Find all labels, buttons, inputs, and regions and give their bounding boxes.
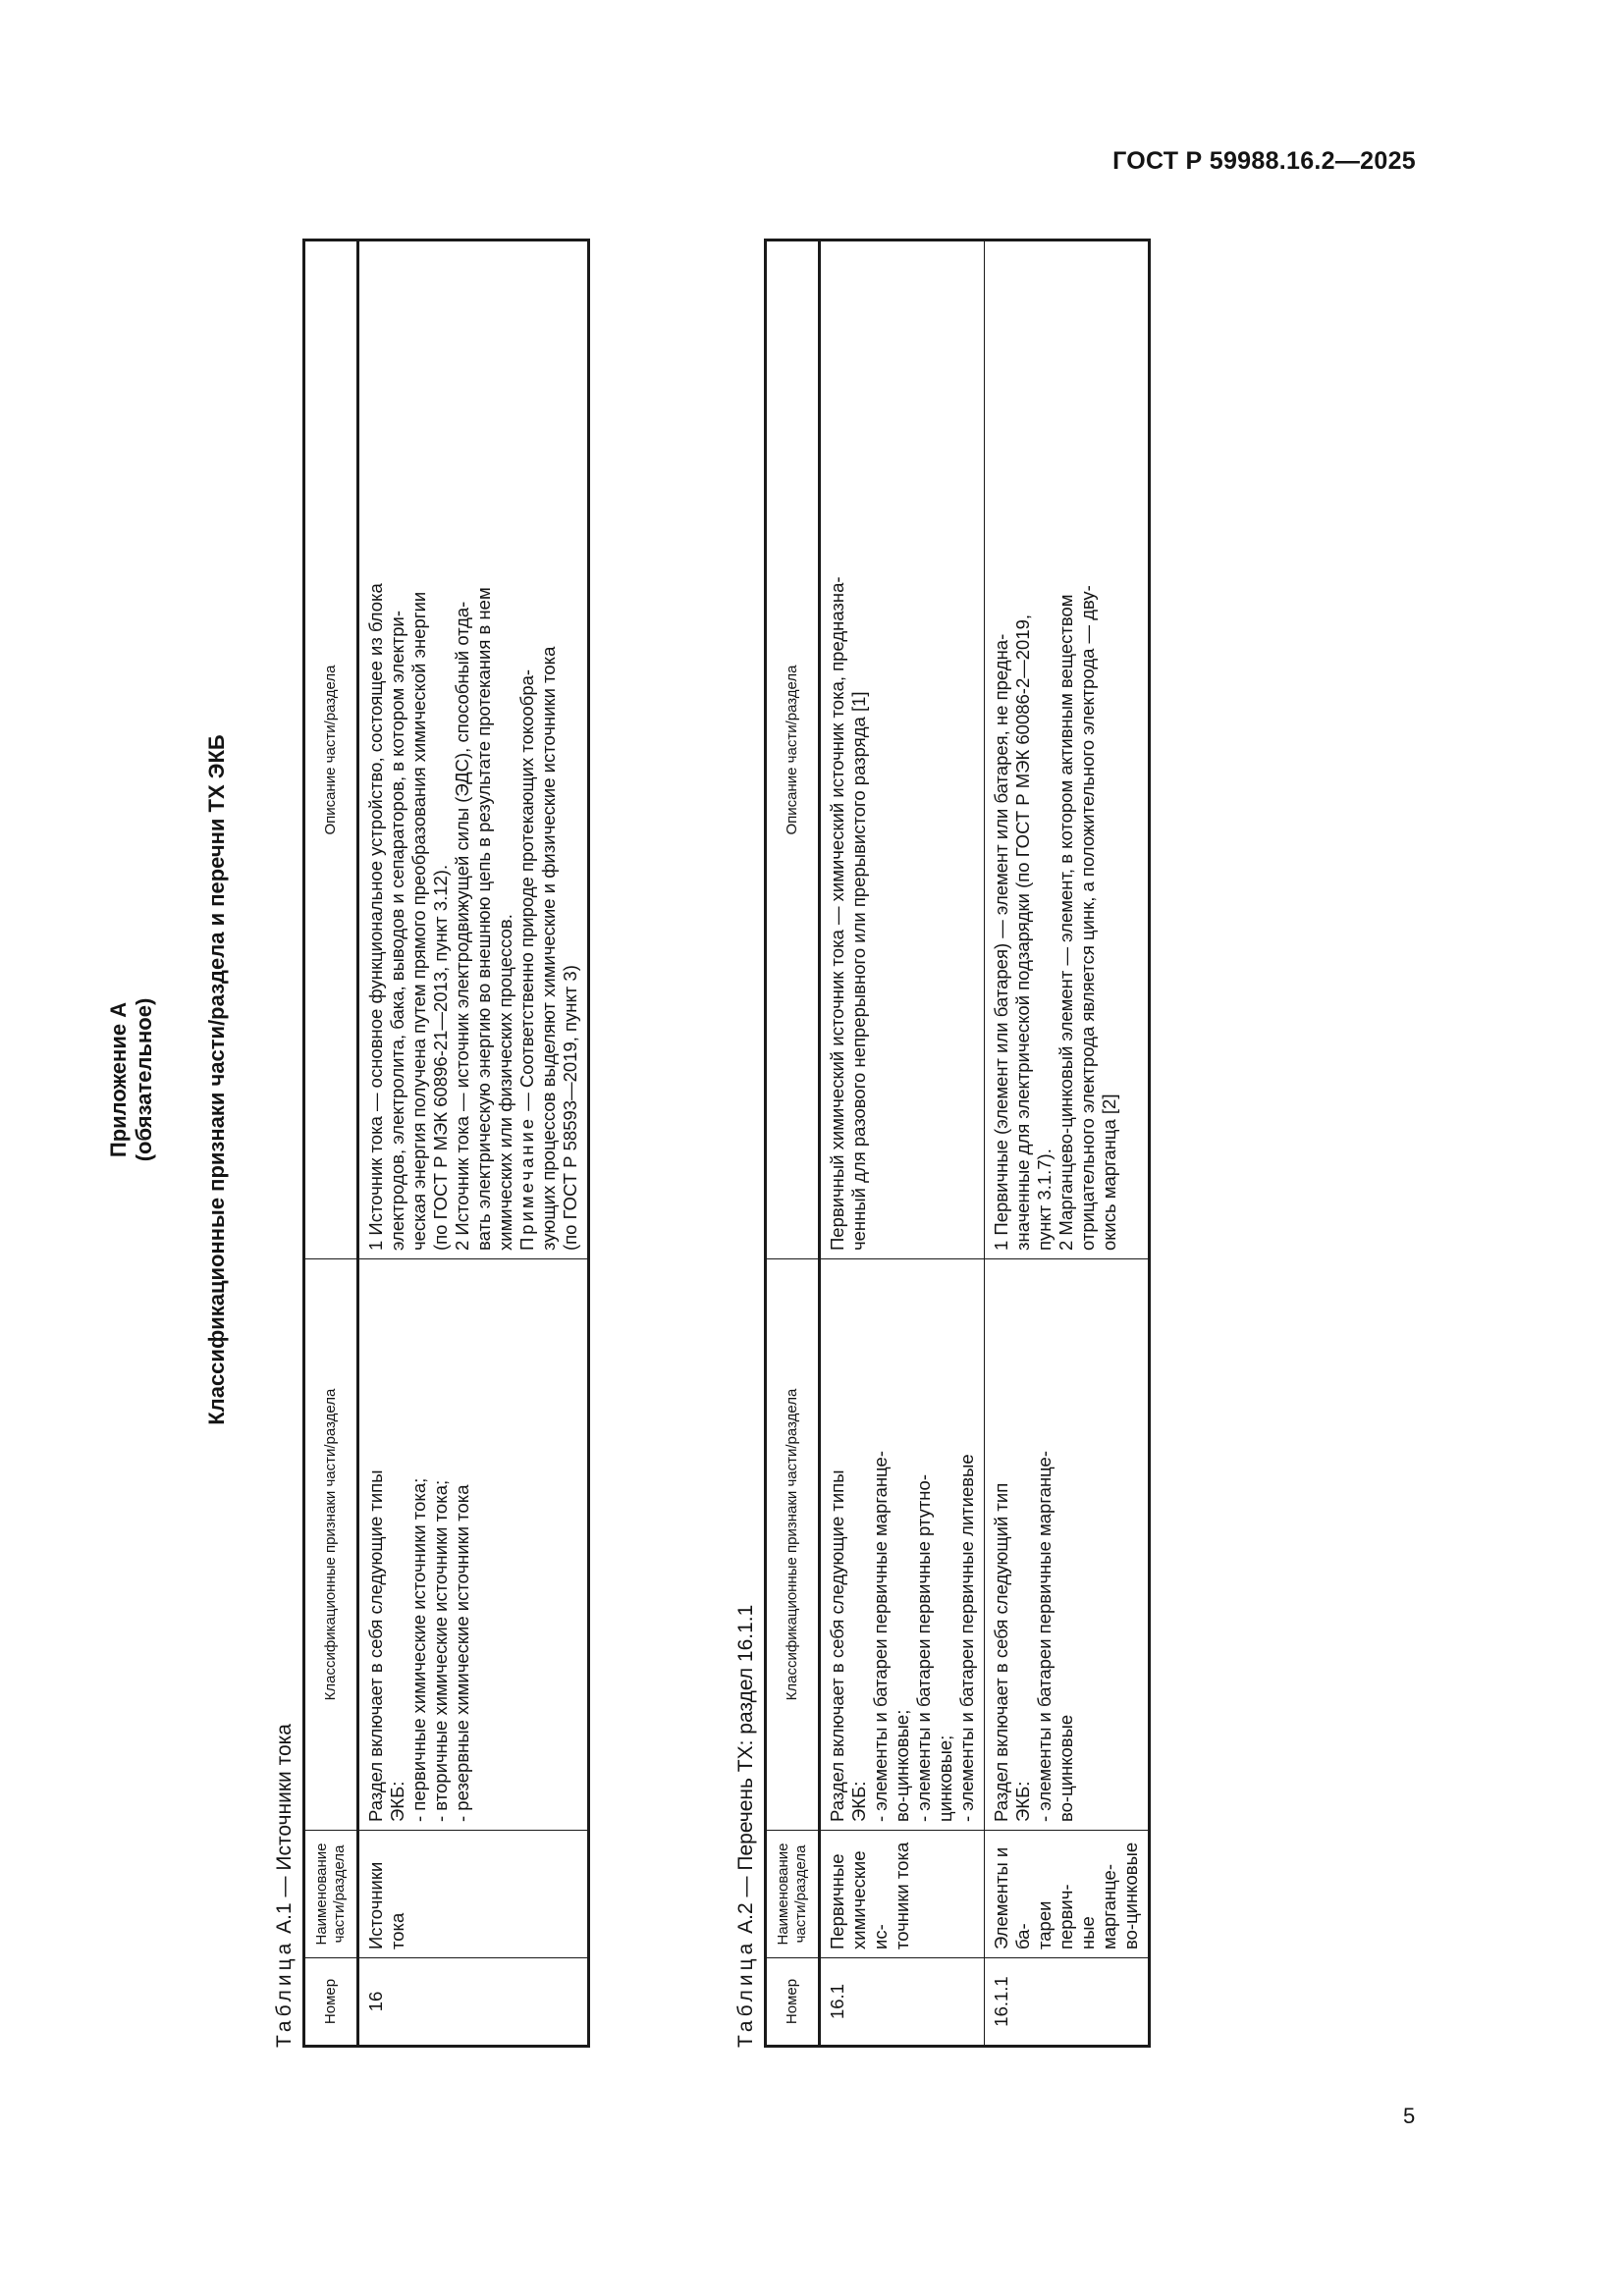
row-features: Раздел включает в себя следующие типы ЭКБ: - элементы и батареи первичные марганце- во-цинковые; - элементы и батареи первичные ртутно- цинковые; - элементы и батареи первичные литиевые (820, 1259, 985, 1831)
row-number: 16 (358, 1958, 589, 2047)
table1 (302, 239, 590, 2048)
row-features: Раздел включает в себя следующие типы ЭКБ: - первичные химические источники тока; - вторичные химические источники тока; - резервные химические источники тока (358, 1259, 589, 1831)
col-header-name: Наименование части/раздела (304, 1831, 358, 1958)
col-header-features: Классификационные признаки части/раздела (766, 1259, 820, 1831)
row-name: Первичные химические ис- точники тока (820, 1831, 985, 1958)
row-description: 1 Первичные (элемент или батарея) — элемент или батарея, не предна- значенные для электрической подзарядки (по ГОСТ Р МЭК 60086-2—2019, пункт 3.1.7). 2 Марганцево-цинковый элемент — элемент, в котором активным веществом отрицательного электрода является цинк, а положительного электрода — дву- окись марганца [2] (985, 240, 1150, 1259)
table-row (358, 240, 589, 2047)
table-row (985, 240, 1150, 2047)
row-number: 16.1 (820, 1958, 985, 2047)
table2-caption: Таблица А.2 — Перечень ТХ: раздел 16.1.1 (734, 1604, 757, 2048)
row-description: Первичный химический источник тока — химический источник тока, предназна- ченный для разового непрерывного или прерывистого разряда [1] (820, 240, 985, 1259)
row-description: 1 Источник тока — основное функциональное устройство, состоящее из блока электродов, электролита, бака, выводов и сепараторов, в котором электри- ческая энергия получена путем прямого преобразования химической энергии (по ГОСТ Р МЭК 60896-21—2013, пункт 3.12). 2 Источник тока — источник электродвижущей силы (ЭДС), способный отда- вать электрическую энергию во внешнюю цепь в результате протекания в нем химических или физических процессов. Примечание — Соответственно природе протекающих токообра- зующих процессов выделяют химические и физические источники тока (по ГОСТ Р 58593—2019, пункт 3) (358, 240, 589, 1259)
rotated-content (106, 98, 1196, 2061)
table2 (764, 239, 1151, 2048)
table-row (820, 240, 985, 2047)
table1-caption: Таблица А.1 — Источники тока (273, 1724, 296, 2048)
appendix-title: Приложение А (106, 1001, 131, 1158)
row-name: Источники тока (358, 1831, 589, 1958)
gost-code: ГОСТ Р 59988.16.2—2025 (1112, 147, 1416, 175)
row-name: Элементы и ба- тареи первич- ные марганце- во-цинковые (985, 1831, 1150, 1958)
col-header-number: Номер (766, 1958, 820, 2047)
section-title: Классификационные признаки части/раздела и перечни ТХ ЭКБ (204, 734, 229, 1425)
note-line: Примечание — Соответственно природе протекающих токообра- (516, 668, 537, 1251)
appendix-status: (обязательное) (132, 997, 156, 1162)
col-header-name: Наименование части/раздела (766, 1831, 820, 1958)
col-header-description: Описание части/раздела (304, 240, 358, 1259)
row-number: 16.1.1 (985, 1958, 1150, 2047)
appendix-heading (106, 98, 157, 2061)
col-header-features: Классификационные признаки части/раздела (304, 1259, 358, 1831)
page-number: 5 (1403, 2104, 1416, 2128)
table1-header-row (304, 240, 358, 2047)
col-header-number: Номер (304, 1958, 358, 2047)
table2-header-row (766, 240, 820, 2047)
row-features: Раздел включает в себя следующий тип ЭКБ: - элементы и батареи первичные марганце- во-цинковые (985, 1259, 1150, 1831)
col-header-description: Описание части/раздела (766, 240, 820, 1259)
